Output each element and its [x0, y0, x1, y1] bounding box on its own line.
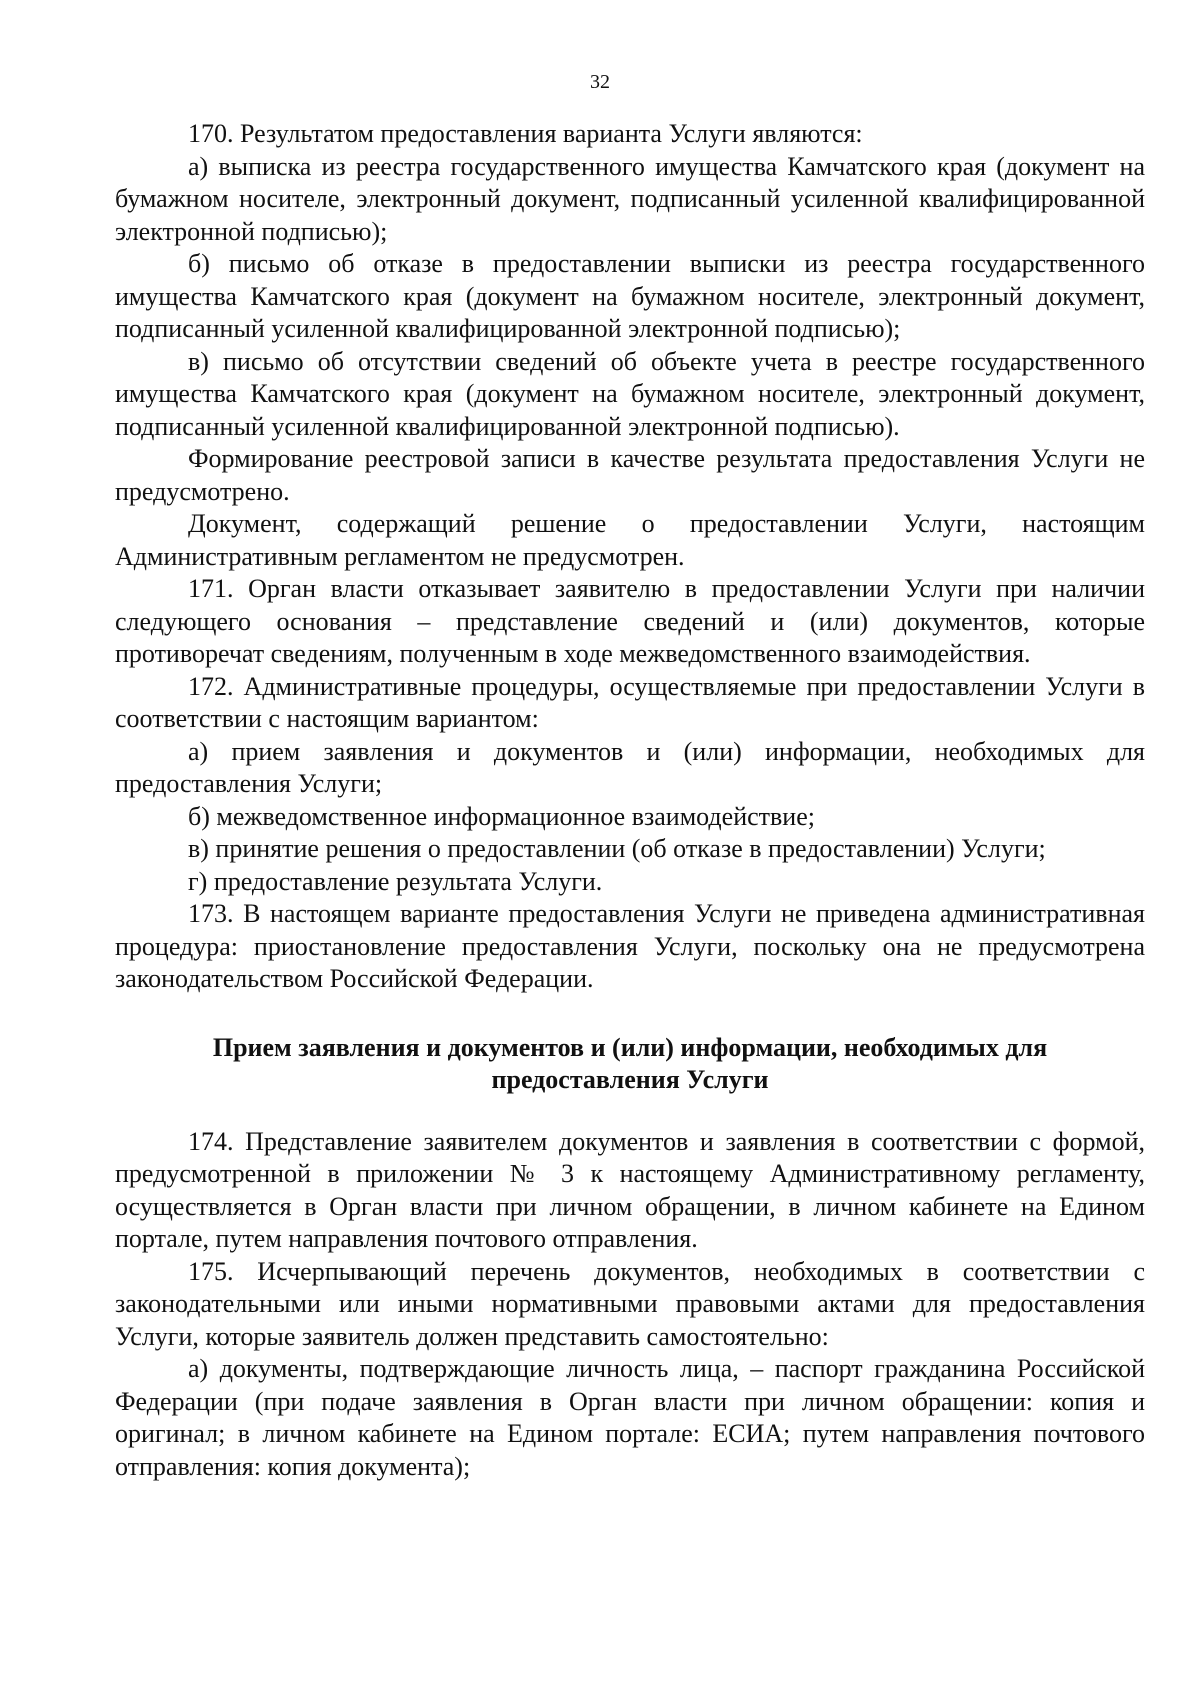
paragraph-172-b: б) межведомственное информационное взаимодействие; — [188, 801, 815, 831]
paragraph-172: 172. Административные процедуры, осуществляемые при предоставлении Услуги в соответствии с настоящим вариантом: — [115, 671, 1145, 733]
paragraph-registry-record: Формирование реестровой записи в качестве результата предоставления Услуги не предусмотрено. — [115, 444, 1145, 506]
document-body — [115, 118, 1145, 1483]
section-heading — [115, 1032, 1145, 1096]
paragraph-172-v: в) принятие решения о предоставлении (об отказе в предоставлении) Услуги; — [188, 834, 1046, 863]
paragraph-171: 171. Орган власти отказывает заявителю в предоставлении Услуги при наличии следующего основания – представление сведений и (или) документов, которые противоречат сведениям, полученным в ходе межведомственного взаимодействия. — [115, 574, 1145, 668]
paragraph-170: 170. Результатом предоставления варианта Услуги являются: — [188, 119, 863, 148]
paragraph-175-a: а) документы, подтверждающие личность лица, – паспорт гражданина Российской Федерации (при подаче заявления в Орган власти при личном обращении: копия и оригинал; в личном кабинете на Едином портале: ЕСИА; путем направления почтового отправления: копия документа); — [115, 1354, 1145, 1481]
page-number: 32 — [590, 71, 610, 93]
paragraph-172-a: а) прием заявления и документов и (или) информации, необходимых для предоставления Услуги; — [115, 736, 1145, 798]
paragraph-175: 175. Исчерпывающий перечень документов, необходимых в соответствии с законодательными или иными нормативными правовыми актами для предоставления Услуги, которые заявитель должен представить самостоятельно: — [115, 1256, 1145, 1351]
section-heading-line-1: Прием заявления и документов и (или) информации, необходимых для — [212, 1032, 1048, 1062]
paragraph-170-b: б) письмо об отказе в предоставлении выписки из реестра государственного имущества Камчатского края (документ на бумажном носителе, электронный документ, подписанный усиленной квалифицированной электронной подписью); — [115, 249, 1145, 343]
paragraph-172-g: г) предоставление результата Услуги. — [188, 866, 603, 896]
paragraph-173: 173. В настоящем варианте предоставления Услуги не приведена административная процедура: приостановление предоставления Услуги, поскольку она не предусмотрена законодательством Российской Федерации. — [115, 899, 1145, 993]
paragraph-174: 174. Представление заявителем документов и заявления в соответствии с формой, предусмотренной в приложении № 3 к настоящему Административному регламенту, осуществляется в Орган власти при личном обращении, в личном кабинете на Едином портале, путем направления почтового отправления. — [115, 1126, 1145, 1253]
paragraph-170-a: а) выписка из реестра государственного имущества Камчатского края (документ на бумажном носителе, электронный документ, подписанный усиленной квалифицированной электронной подписью); — [115, 151, 1145, 246]
paragraph-decision-document: Документ, содержащий решение о предоставлении Услуги, настоящим Административным регламентом не предусмотрен. — [115, 509, 1145, 571]
paragraph-170-v: в) письмо об отсутствии сведений об объекте учета в реестре государственного имущества Камчатского края (документ на бумажном носителе, электронный документ, подписанный усиленной квалифицированной электронной подписью). — [115, 346, 1145, 441]
section-heading-line-2: предоставления Услуги — [491, 1064, 769, 1094]
